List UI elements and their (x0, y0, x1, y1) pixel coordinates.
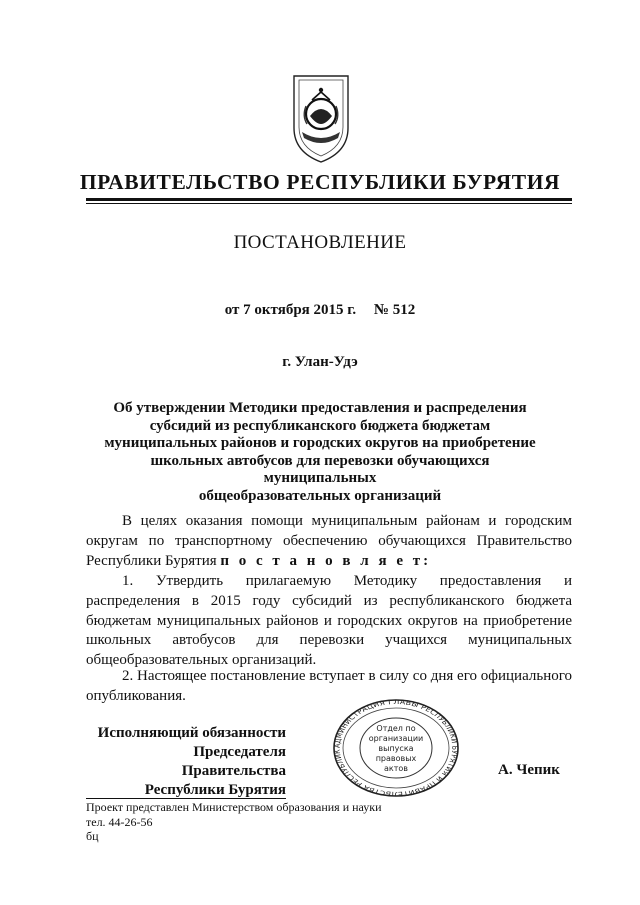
footer-rule (86, 798, 286, 799)
government-title: ПРАВИТЕЛЬСТВО РЕСПУБЛИКИ БУРЯТИЯ (79, 170, 561, 194)
document-date: от 7 октября 2015 г. (224, 302, 357, 318)
document-type: ПОСТАНОВЛЕНИЕ (233, 232, 407, 253)
clause-2-text: 2. Настоящее постановление вступает в силу со дня его официального опубликования. (86, 668, 572, 704)
preamble-paragraph (86, 512, 572, 571)
preamble-text: В целях оказания помощи муниципальным районам и городским округам по транспортному обеспечению обучающихся Правительство Республики Бурятия (86, 513, 572, 569)
stamp-text: организации (368, 734, 424, 743)
stamp-text: выпуска (378, 744, 414, 753)
signer-position-line: Исполняющий обязанности (97, 725, 286, 741)
document-subject (100, 400, 540, 506)
date-number-line (0, 302, 640, 319)
signer-position-line: Председателя Правительства (181, 744, 286, 779)
header-rule-thick (86, 198, 572, 201)
footer-line: бц (86, 829, 99, 843)
signer-position (86, 724, 286, 800)
clause-1-paragraph (86, 572, 572, 671)
header-rule-thin (86, 203, 572, 204)
footer-note (86, 800, 382, 844)
official-stamp (330, 698, 462, 798)
clause-1-text: 1. Утвердить прилагаемую Методику предоставления и распределения в 2015 году субсидий из республиканского бюджета бюджетам муниципальных районов и городских округов на приобретение школьных автобусов для перевозки учащихся муниципальных общеобразовательных организаций. (86, 573, 572, 669)
subject-line: муниципальных районов и городских округов на приобретение (104, 435, 536, 452)
stamp-text: правовых (375, 754, 417, 763)
clause-2-paragraph (86, 667, 572, 707)
footer-line: тел. 44-26-56 (86, 814, 153, 829)
subject-line: школьных автобусов для перевозки обучающихся муниципальных (150, 452, 490, 487)
footer-line: Проект представлен Министерством образования и науки (86, 800, 382, 814)
document-number: № 512 (373, 302, 416, 318)
subject-line: Об утверждении Методики предоставления и распределения (113, 400, 527, 416)
document-city: г. Улан-Удэ (282, 354, 358, 370)
coat-of-arms-emblem (290, 74, 352, 164)
subject-line: общеобразовательных организаций (198, 487, 442, 504)
stamp-text: Отдел по (376, 724, 416, 733)
decree-word: п о с т а н о в л я е т: (220, 552, 432, 569)
stamp-text: актов (383, 764, 409, 773)
signer-name: А. Чепик (498, 762, 560, 778)
signer-position-line: Республики Бурятия (144, 782, 286, 798)
stamp-ring-text: АДМИНИСТРАЦИЯ ГЛАВЫ РЕСПУБЛИКИ БУРЯТИЯ И ПРАВИТЕЛЬСТВА РЕСПУБЛИК (331, 698, 461, 798)
subject-line: субсидий из республиканского бюджета бюджетам (149, 417, 491, 434)
